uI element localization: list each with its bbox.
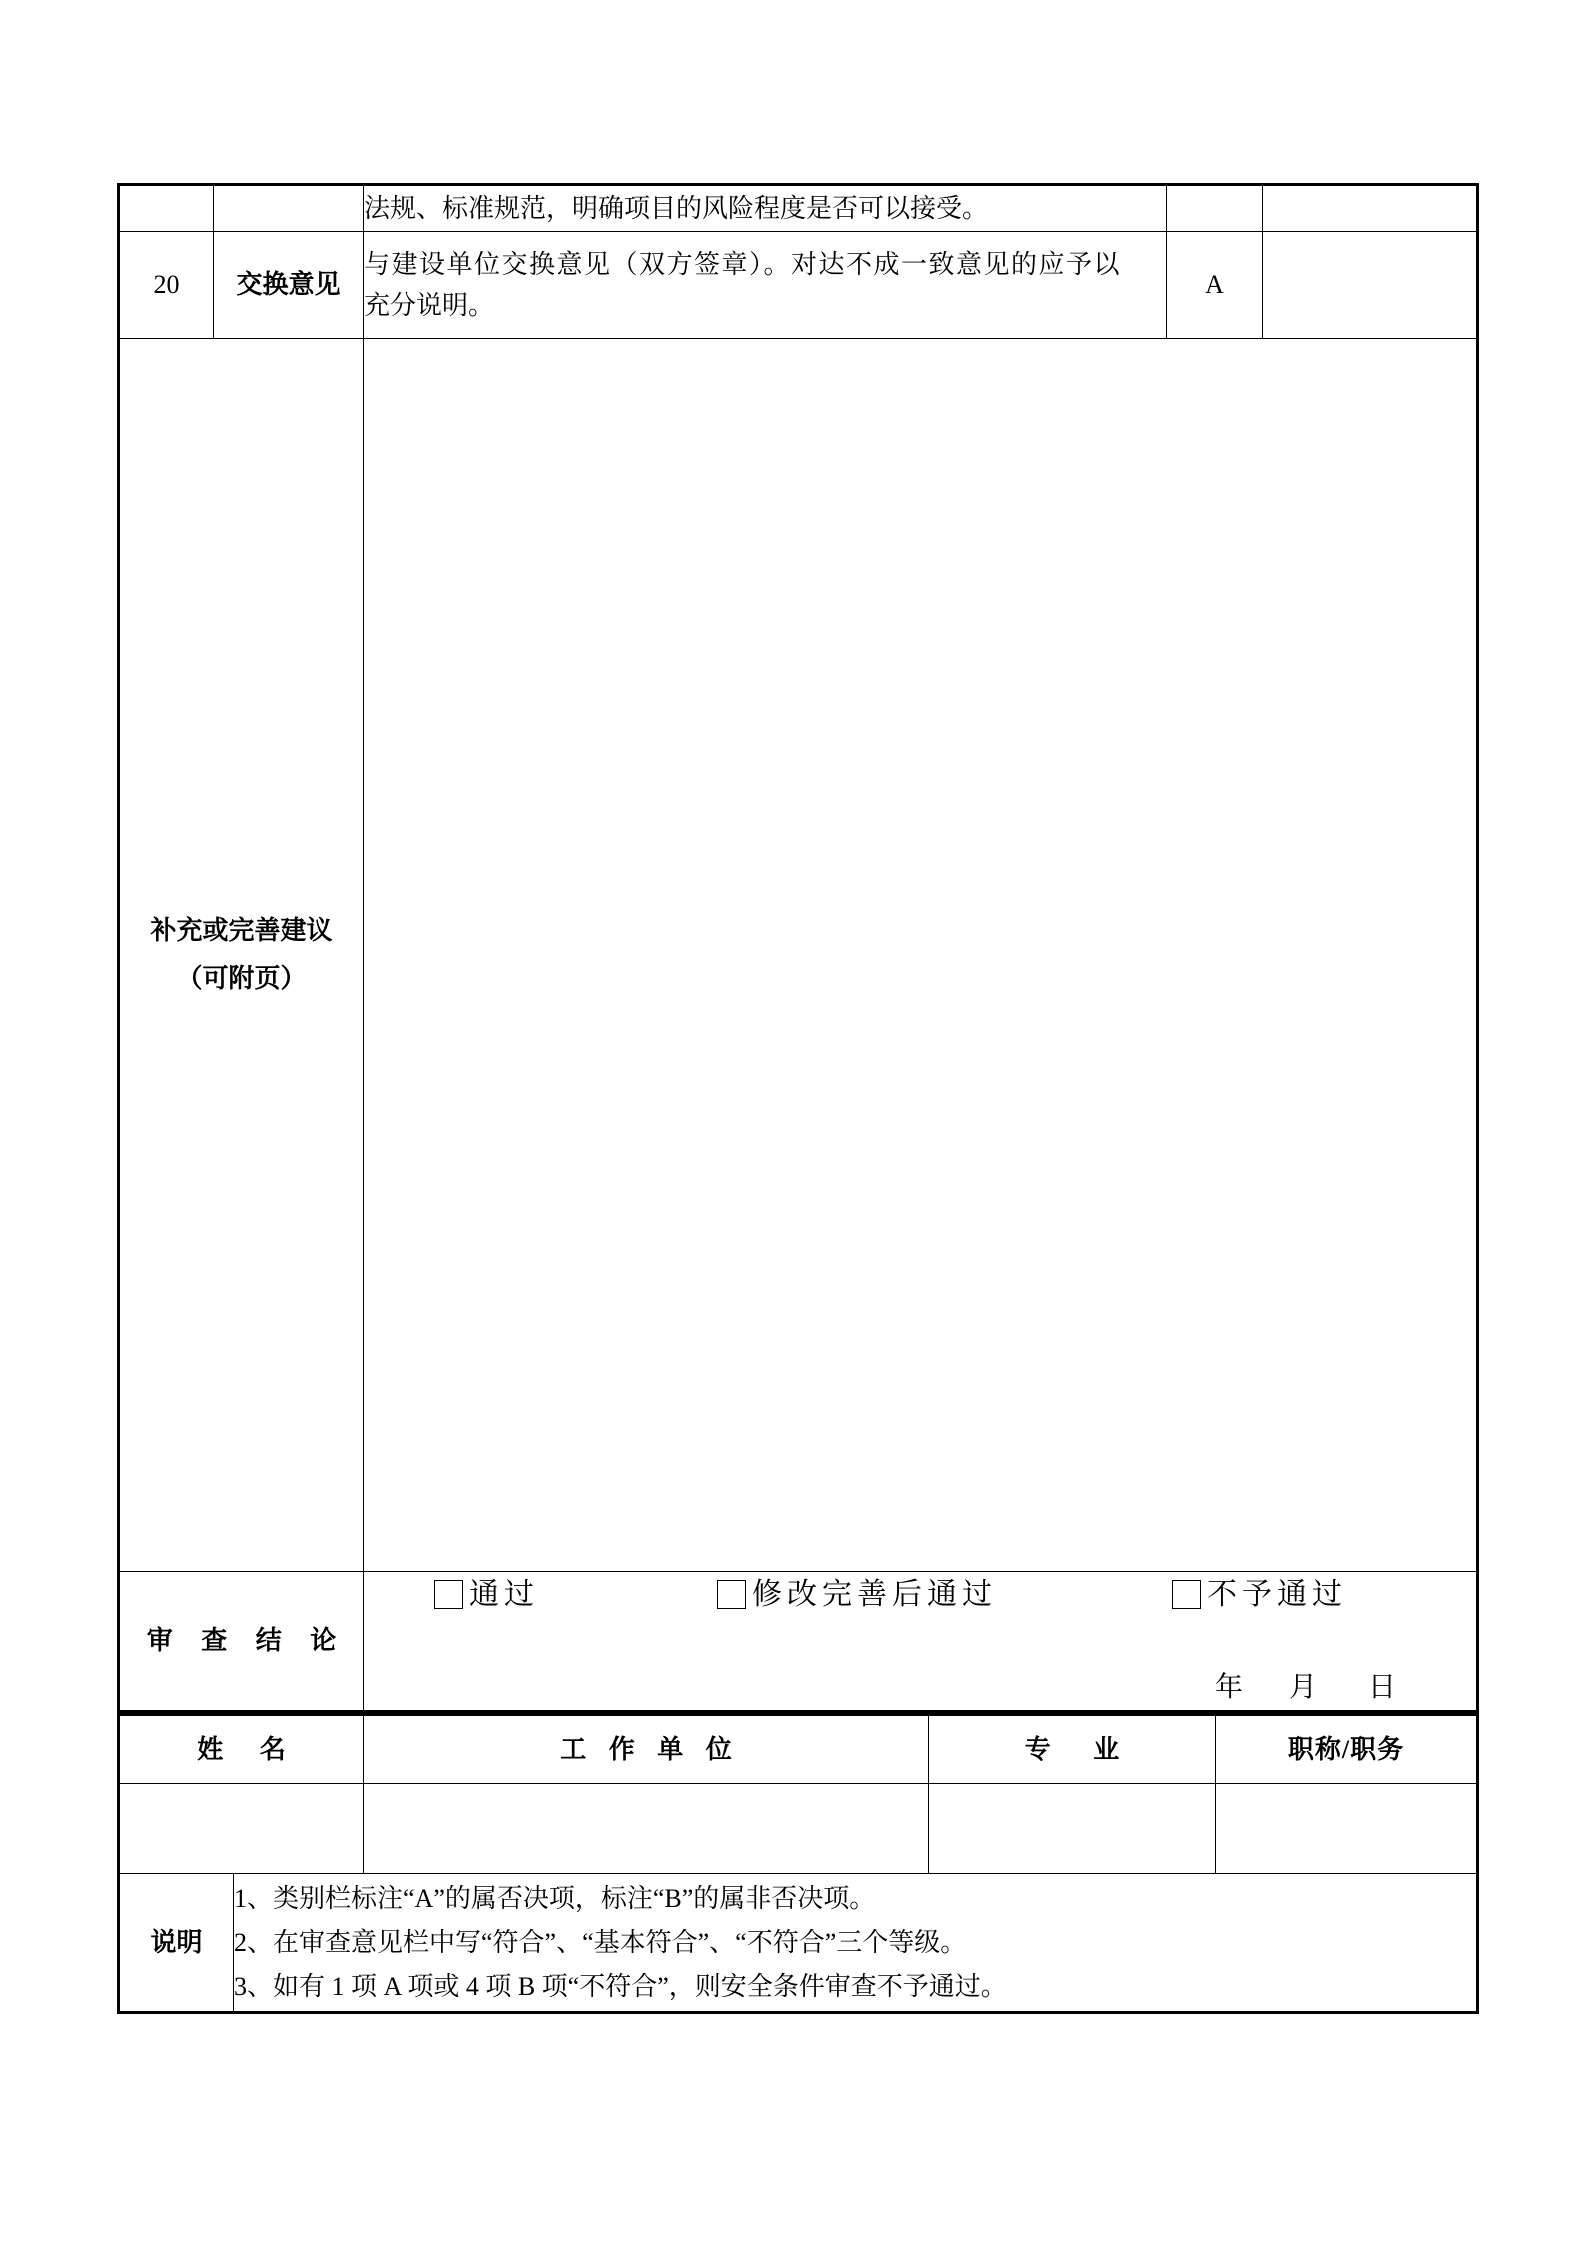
checkbox-icon: [1172, 1580, 1201, 1609]
item-number-cell: [119, 185, 214, 232]
suggestions-label: [119, 339, 364, 1572]
conclusion-options-area: [364, 1572, 1476, 1709]
reviewer-row: [119, 1784, 1478, 1874]
conclusion-content: [364, 1572, 1478, 1712]
note-item: 1、类别栏标注“A”的属否决项，标注“B”的属非否决项。: [234, 1883, 876, 1913]
header-work-unit-text: 工 作 单 位: [560, 1734, 740, 1764]
category-cell: A: [1167, 232, 1263, 339]
requirement-cell: [364, 232, 1167, 339]
date-month-label: 月: [1289, 1672, 1318, 1703]
review-row: [119, 232, 1478, 339]
conclusion-row: [119, 1572, 1478, 1712]
conclusion-label: [119, 1572, 364, 1712]
reviewer-specialty-cell: [929, 1784, 1216, 1874]
note-item: 3、如有 1 项 A 项或 4 项 B 项“不符合”，则安全条件审查不予通过。: [234, 1971, 1007, 2001]
date-year-label: 年: [1215, 1672, 1244, 1703]
notes-content: [234, 1874, 1478, 2013]
option-pass-after-revision: [717, 1579, 997, 1610]
checkbox-icon: [717, 1580, 746, 1609]
category-cell: [1167, 185, 1263, 232]
review-table: [117, 183, 1479, 1713]
header-work-unit: [364, 1715, 929, 1784]
option-pass: [434, 1579, 539, 1610]
requirement-line: 与建设单位交换意见（双方签章）。对达不成一致意见的应予以: [364, 250, 1122, 279]
suggestions-content: [364, 339, 1478, 1572]
checkbox-icon: [434, 1580, 463, 1609]
requirement-line: 充分说明。: [364, 291, 495, 320]
reviewer-name-cell: [119, 1784, 364, 1874]
reviewer-work-unit-cell: [364, 1784, 929, 1874]
option-label: 不予通过: [1207, 1578, 1347, 1611]
note-item: 2、在审查意见栏中写“符合”、“基本符合”、“不符合”三个等级。: [234, 1927, 967, 1957]
date-day-label: 日: [1368, 1672, 1397, 1703]
item-name-cell: 交换意见: [214, 232, 364, 339]
header-name: [119, 1715, 364, 1784]
reviewer-table: [117, 1713, 1479, 2014]
reviewer-title-cell: [1216, 1784, 1478, 1874]
header-specialty: [929, 1715, 1216, 1784]
requirement-cell: [364, 185, 1167, 232]
option-label: 通过: [469, 1578, 539, 1611]
item-number-cell: 20: [119, 232, 214, 339]
header-specialty-text: 专 业: [1024, 1734, 1138, 1764]
header-title-text: 职称/职务: [1287, 1734, 1405, 1764]
header-name-text: 姓 名: [197, 1734, 301, 1764]
opinion-cell: [1263, 185, 1478, 232]
option-reject: [1172, 1579, 1347, 1610]
reviewer-header-row: [119, 1715, 1478, 1784]
option-label: 修改完善后通过: [752, 1578, 997, 1611]
notes-row: [119, 1874, 1478, 2013]
opinion-cell: [1263, 232, 1478, 339]
item-name-cell: [214, 185, 364, 232]
header-title: [1216, 1715, 1478, 1784]
suggestions-row: [119, 339, 1478, 1572]
review-row: [119, 185, 1478, 232]
suggestions-label-line: （可附页）: [176, 964, 307, 993]
suggestions-label-line: 补充或完善建议: [150, 916, 333, 945]
conclusion-label-text: 审 查 结 论: [146, 1626, 348, 1656]
requirement-line: 法规、标准规范，明确项目的风险程度是否可以接受。: [364, 194, 989, 223]
notes-label: 说明: [119, 1874, 234, 2013]
